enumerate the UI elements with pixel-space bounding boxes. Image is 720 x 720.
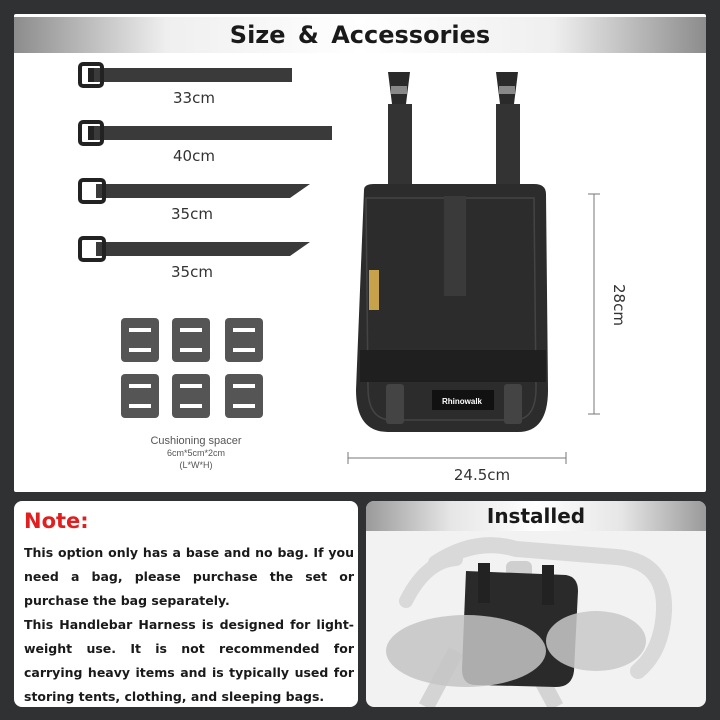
note-body <box>24 541 354 707</box>
page-title: Size & Accessories <box>229 21 491 49</box>
note-title: Note: <box>24 509 89 533</box>
strap-35cm-a <box>80 180 310 202</box>
note-paragraph: This Handlebar Harness is designed for light-weight use. It is not recommended for carrying heavy items and is typically used for storing tents, clothing, and sleeping bags. <box>24 617 354 704</box>
installed-panel <box>366 501 706 707</box>
cushioning-spacers <box>121 318 263 418</box>
spacer-caption-title: Cushioning spacer <box>150 435 242 447</box>
strap-33cm <box>80 64 292 86</box>
strap-length-label: 35cm <box>171 263 213 281</box>
note-panel <box>14 501 358 707</box>
installed-title-bar <box>366 501 706 531</box>
height-dimension-label: 28cm <box>610 284 628 326</box>
strap-35cm-b <box>80 238 310 260</box>
installed-photo <box>366 501 706 707</box>
spacer-caption-size: 6cm*5cm*2cm <box>166 448 225 458</box>
width-dimension-label: 24.5cm <box>453 466 511 484</box>
strap-length-label: 40cm <box>173 147 215 165</box>
installed-title: Installed <box>486 504 586 528</box>
spacer-caption-units: (L*W*H) <box>179 460 213 470</box>
strap-40cm <box>80 122 332 144</box>
strap-length-label: 33cm <box>173 89 215 107</box>
size-accessories-panel <box>14 14 706 492</box>
harness-base <box>356 72 548 432</box>
strap-length-label: 35cm <box>171 205 213 223</box>
spacer-caption <box>126 435 266 471</box>
accessories-illustration <box>14 14 706 492</box>
harness-brand-tag: Rhinowalk <box>442 397 483 406</box>
note-paragraph: This option only has a base and no bag. If you need a bag, please purchase the set or purchase the bag separately. <box>24 545 354 608</box>
